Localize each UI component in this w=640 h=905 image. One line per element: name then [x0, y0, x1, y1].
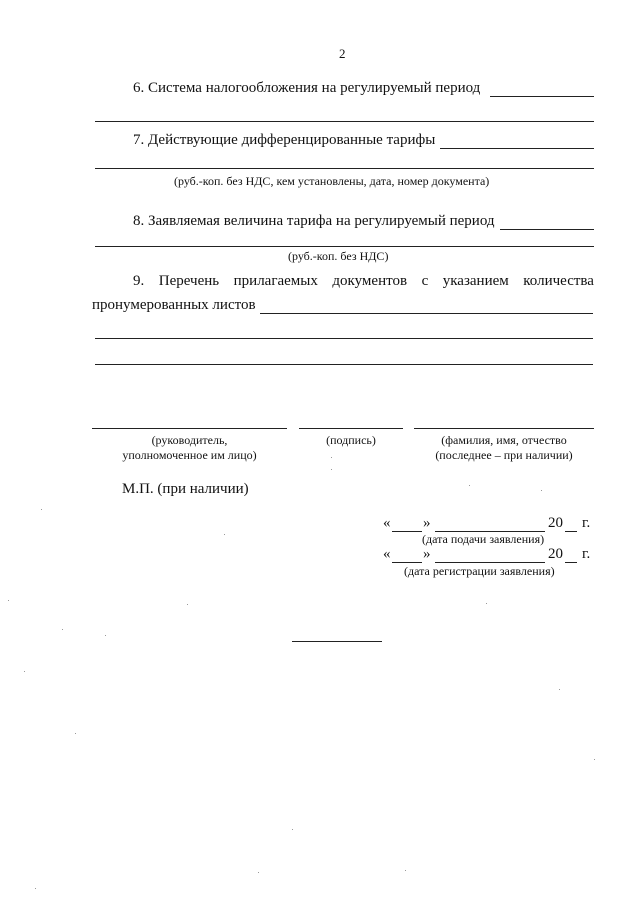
head-caption [92, 433, 287, 463]
item-9-word: с [421, 273, 429, 289]
close-quote: » [423, 515, 431, 531]
registration-year-field[interactable] [565, 562, 577, 563]
end-separator-line [292, 641, 382, 642]
registration-day-field[interactable] [392, 562, 422, 563]
item-7-label: 7. Действующие дифференцированные тарифы [133, 132, 436, 148]
item-9-word: количества [523, 273, 594, 289]
year-prefix: 20 [548, 546, 563, 562]
year-suffix: г. [582, 546, 591, 562]
item-6-continuation-line[interactable] [95, 121, 594, 122]
name-caption-line-1: (фамилия, имя, отчество [441, 433, 567, 447]
sign-caption: (подпись) [326, 433, 376, 447]
item-9-second-line: пронумерованных листов [92, 297, 256, 313]
name-caption-line-2: (последнее – при наличии) [435, 448, 573, 462]
registration-date-note: (дата регистрации заявления) [404, 564, 555, 578]
name-line[interactable] [414, 428, 594, 429]
head-caption-line-2: уполномоченное им лицо) [122, 448, 257, 462]
item-9-continuation-line-2[interactable] [95, 364, 593, 365]
submission-year-field[interactable] [565, 531, 577, 532]
registration-date-row [383, 546, 595, 566]
open-quote: « [383, 515, 391, 531]
item-9-word: документов [332, 273, 408, 289]
stamp-label: М.П. (при наличии) [122, 481, 249, 497]
item-8-input-line[interactable] [500, 229, 594, 230]
item-7-input-line[interactable] [440, 148, 594, 149]
item-9-word: Перечень [158, 273, 220, 289]
submission-date-note: (дата подачи заявления) [422, 532, 545, 546]
open-quote: « [383, 546, 391, 562]
item-6-label: 6. Система налогообложения на регулируемый период [133, 80, 481, 96]
item-9-first-line [133, 273, 594, 290]
submission-day-field[interactable] [392, 531, 422, 532]
head-signature-line[interactable] [92, 428, 287, 429]
item-8-note: (руб.-коп. без НДС) [288, 249, 389, 263]
item-7-note: (руб.-коп. без НДС, кем установлены, дата, номер документа) [174, 174, 490, 188]
registration-month-field[interactable] [435, 562, 545, 563]
item-9-word: 9. [133, 273, 145, 289]
item-9-input-line[interactable] [260, 313, 593, 314]
item-7-continuation-line[interactable] [95, 168, 594, 169]
year-prefix: 20 [548, 515, 563, 531]
year-suffix: г. [582, 515, 591, 531]
item-8-continuation-line[interactable] [95, 246, 594, 247]
close-quote: » [423, 546, 431, 562]
head-caption-line-1: (руководитель, [151, 433, 228, 447]
name-caption [414, 433, 594, 463]
item-9-word: указанием [442, 273, 509, 289]
item-6-input-line[interactable] [490, 96, 594, 97]
page-number: 2 [339, 46, 346, 61]
item-9-continuation-line-1[interactable] [95, 338, 593, 339]
sign-line[interactable] [299, 428, 403, 429]
item-9-word: прилагаемых [233, 273, 318, 289]
item-8-label: 8. Заявляемая величина тарифа на регулируемый период [133, 213, 495, 229]
